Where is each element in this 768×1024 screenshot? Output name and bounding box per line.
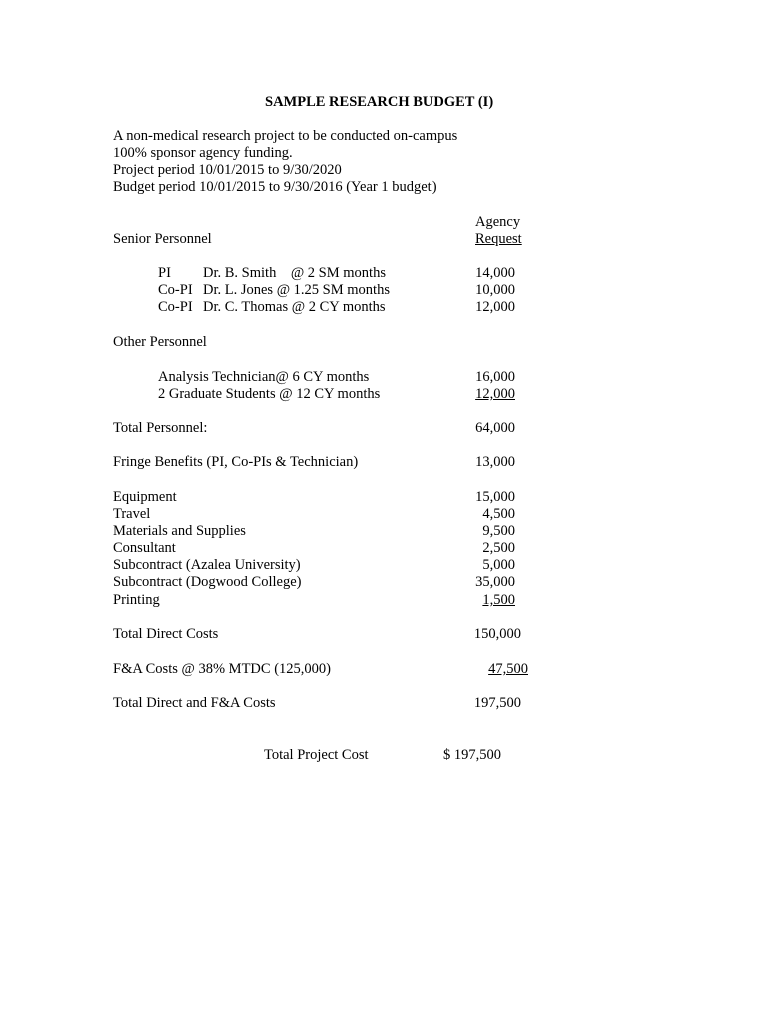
personnel-amount: 12,000 bbox=[475, 386, 515, 402]
cost-amount: 15,000 bbox=[475, 489, 515, 505]
total-direct-fa-label: Total Direct and F&A Costs bbox=[113, 695, 276, 711]
personnel-desc: Dr. B. Smith @ 2 SM months bbox=[203, 265, 386, 281]
personnel-desc: Dr. C. Thomas @ 2 CY months bbox=[203, 299, 386, 315]
intro-line: Budget period 10/01/2015 to 9/30/2016 (Year 1 budget) bbox=[113, 179, 437, 195]
cost-amount: 1,500 bbox=[482, 592, 515, 608]
cost-label: Subcontract (Azalea University) bbox=[113, 557, 301, 573]
column-header-line1: Agency bbox=[475, 214, 521, 230]
cost-label: Consultant bbox=[113, 540, 176, 556]
intro-line: A non-medical research project to be conducted on-campus bbox=[113, 128, 458, 144]
personnel-amount: 12,000 bbox=[475, 299, 515, 315]
other-personnel-heading: Other Personnel bbox=[113, 334, 207, 350]
intro-line: Project period 10/01/2015 to 9/30/2020 bbox=[113, 162, 342, 178]
personnel-role: Co-PI bbox=[158, 299, 193, 315]
cost-amount: 9,500 bbox=[482, 523, 515, 539]
page-title: SAMPLE RESEARCH BUDGET (I) bbox=[265, 94, 494, 110]
cost-amount: 5,000 bbox=[482, 557, 515, 573]
cost-amount: 2,500 bbox=[482, 540, 515, 556]
personnel-role: PI bbox=[158, 265, 171, 281]
total-personnel-amount: 64,000 bbox=[475, 420, 515, 436]
cost-label: Equipment bbox=[113, 489, 177, 505]
cost-label: Subcontract (Dogwood College) bbox=[113, 574, 302, 590]
intro-line: 100% sponsor agency funding. bbox=[113, 145, 293, 161]
fringe-amount: 13,000 bbox=[475, 454, 515, 470]
personnel-amount: 14,000 bbox=[475, 265, 515, 281]
total-direct-amount: 150,000 bbox=[473, 626, 521, 642]
fringe-label: Fringe Benefits (PI, Co-PIs & Technician) bbox=[113, 454, 359, 470]
total-direct-fa-amount: 197,500 bbox=[473, 695, 521, 711]
personnel-amount: 10,000 bbox=[475, 282, 515, 298]
cost-amount: 4,500 bbox=[482, 506, 515, 522]
personnel-role: Co-PI bbox=[158, 282, 193, 298]
total-project-amount: $ 197,500 bbox=[443, 747, 501, 763]
personnel-desc: 2 Graduate Students @ 12 CY months bbox=[158, 386, 381, 402]
cost-label: Printing bbox=[113, 592, 160, 608]
fa-costs-amount: 47,500 bbox=[488, 661, 528, 677]
total-project-label: Total Project Cost bbox=[264, 747, 369, 763]
personnel-amount: 16,000 bbox=[475, 369, 515, 385]
cost-amount: 35,000 bbox=[475, 574, 515, 590]
column-header-line2: Request bbox=[475, 231, 522, 247]
cost-label: Travel bbox=[113, 506, 151, 522]
fa-costs-label: F&A Costs @ 38% MTDC (125,000) bbox=[113, 661, 331, 677]
personnel-desc: Dr. L. Jones @ 1.25 SM months bbox=[203, 282, 390, 298]
senior-personnel-heading: Senior Personnel bbox=[113, 231, 212, 247]
cost-label: Materials and Supplies bbox=[113, 523, 246, 539]
personnel-desc: Analysis Technician@ 6 CY months bbox=[158, 369, 370, 385]
total-direct-label: Total Direct Costs bbox=[113, 626, 219, 642]
total-personnel-label: Total Personnel: bbox=[113, 420, 208, 436]
